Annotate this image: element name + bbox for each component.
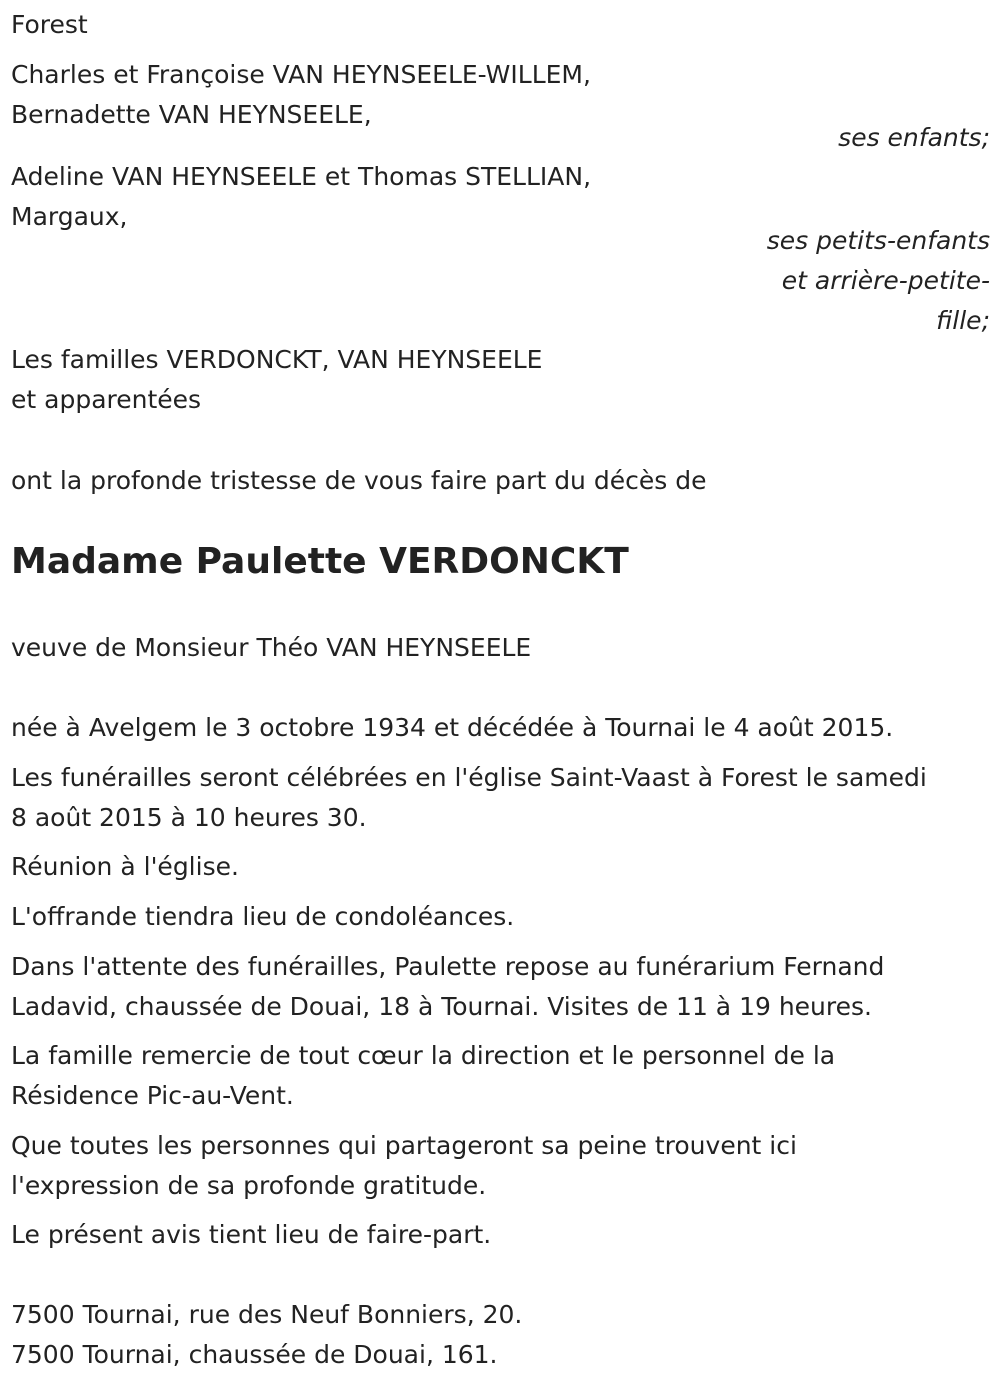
address-line-1: 7500 Tournai, rue des Neuf Bonniers, 20. xyxy=(11,1300,523,1329)
address-line-2: 7500 Tournai, chaussée de Douai, 161. xyxy=(11,1340,498,1369)
meeting-text: Réunion à l'église. xyxy=(11,852,239,881)
funeral-line-2: 8 août 2015 à 10 heures 30. xyxy=(11,803,367,832)
children-line-1: Charles et Françoise VAN HEYNSEELE-WILLEM, xyxy=(11,60,591,89)
widow-of-text: veuve de Monsieur Théo VAN HEYNSEELE xyxy=(11,633,532,662)
families-line-2: et apparentées xyxy=(11,385,202,414)
children-role: ses enfants; xyxy=(838,123,990,152)
offering-text: L'offrande tiendra lieu de condoléances. xyxy=(11,902,515,931)
birth-death-text: née à Avelgem le 3 octobre 1934 et décédée à Tournai le 4 août 2015. xyxy=(11,713,894,742)
grandchildren-role-line-2: et arrière-petite- xyxy=(781,266,990,295)
gratitude-line-2: l'expression de sa profonde gratitude. xyxy=(11,1171,487,1200)
children-line-2: Bernadette VAN HEYNSEELE, xyxy=(11,100,372,129)
grandchildren-role-line-1: ses petits-enfants xyxy=(766,226,990,255)
announcement-text: ont la profonde tristesse de vous faire part du décès de xyxy=(11,466,707,495)
deceased-name: Madame Paulette VERDONCKT xyxy=(11,541,629,582)
grandchildren-line-1: Adeline VAN HEYNSEELE et Thomas STELLIAN, xyxy=(11,162,592,191)
gratitude-line-1: Que toutes les personnes qui partageront sa peine trouvent ici xyxy=(11,1131,797,1160)
grandchildren-role-line-3: fille; xyxy=(936,306,990,335)
place-name: Forest xyxy=(11,10,88,39)
families-line-1: Les familles VERDONCKT, VAN HEYNSEELE xyxy=(11,345,543,374)
notice-text: Le présent avis tient lieu de faire-part. xyxy=(11,1220,492,1249)
funeral-line-1: Les funérailles seront célébrées en l'église Saint-Vaast à Forest le samedi xyxy=(11,763,927,792)
thanks-line-1: La famille remercie de tout cœur la direction et le personnel de la xyxy=(11,1041,836,1070)
grandchildren-line-2: Margaux, xyxy=(11,202,128,231)
rest-line-2: Ladavid, chaussée de Douai, 18 à Tournai. Visites de 11 à 19 heures. xyxy=(11,992,872,1021)
thanks-line-2: Résidence Pic-au-Vent. xyxy=(11,1081,294,1110)
rest-line-1: Dans l'attente des funérailles, Paulette repose au funérarium Fernand xyxy=(11,952,885,981)
